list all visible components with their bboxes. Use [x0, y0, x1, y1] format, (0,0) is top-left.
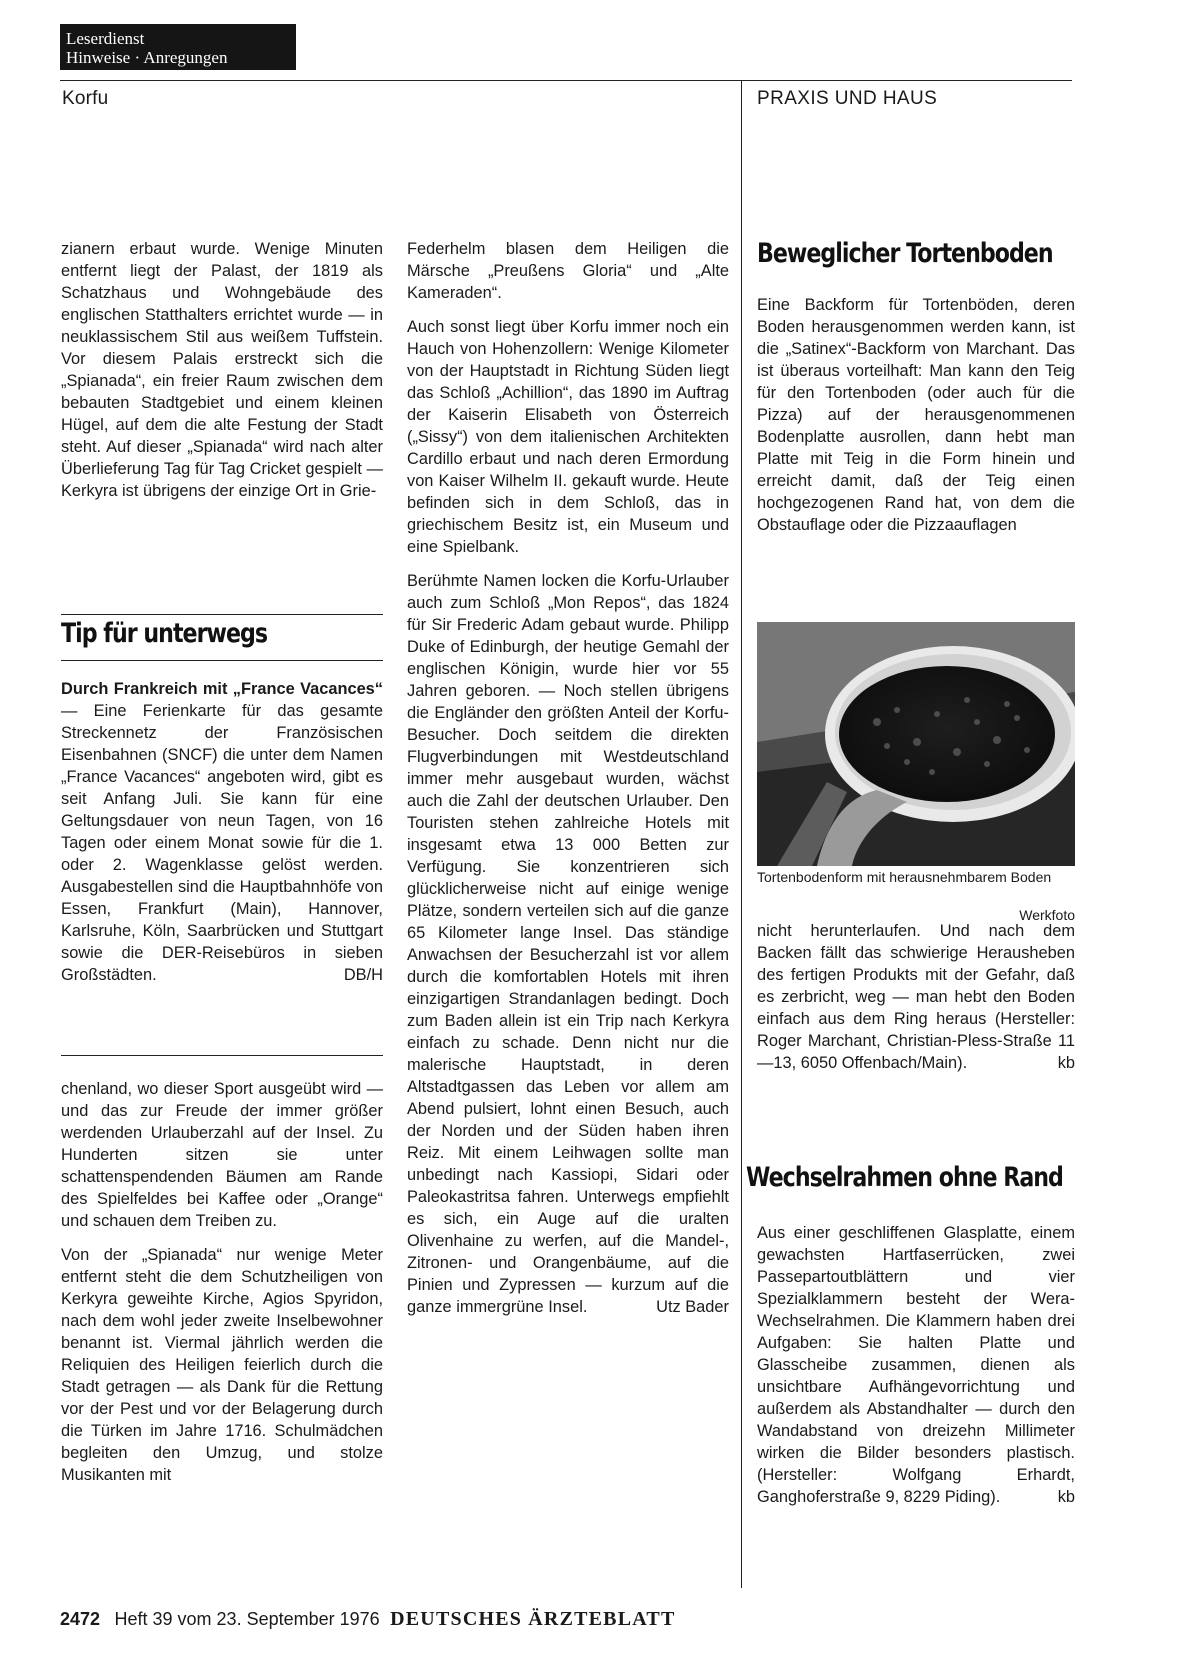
col3-text-2: nicht herunterlaufen. Und nach dem Backen fällt das schwierige Herausheben des fertigen Produkts mit der Gefahr, daß es zerbricht, weg — man hebt den Boden einfach aus dem Ring heraus (Hersteller: Roger Marchant, Christian-Pless-Straße 11—13, 6050 Offenbach/Main). [757, 922, 1075, 1072]
caption-text: Tortenbodenform mit herausnehmbarem Boden [757, 869, 1052, 885]
photo-caption [757, 868, 1075, 925]
tip-rule-bottom [61, 660, 383, 661]
caption-credit: Werkfoto [1019, 907, 1075, 923]
tip-body: — Eine Ferienkarte für das gesamte Streckennetz der Französischen Eisenbahnen (SNCF) die unter dem Namen „France Vacances“ angeboten wird, gibt es seit Anfang Juli. Sie kann für eine Geltungsdauer von neun Tagen, von 16 Tagen oder einem Monat sowie für die 1. oder 2. Wagenklasse gelöst werden. Ausgabestellen sind die Hauptbahnhöfe von Essen, Frankfurt (Main), Hannover, Karlsruhe, Köln, Saarbrücken und Stuttgart sowie die DER-Reisebüros in sieben Großstädten. [61, 702, 383, 984]
col2-text-3: Berühmte Namen locken die Korfu-Urlauber auch zum Schloß „Mon Repos“, das 1824 für Sir Frederic Adam gebaut wurde. Philipp Duke of Edinburgh, der heutige Gemahl der englischen Königin, wurde hier vor 55 Jahren geboren. — Noch stellen übrigens die Engländer den größten Anteil der Korfu-Besucher. Doch seitdem die direkten Flugverbindungen mit Westdeutschland immer mehr ausgebaut wurden, wächst auch die Zahl der deutschen Urlauber. Den Touristen stehen zahlreiche Hotels mit insgesamt etwa 13 000 Betten zur Verfügung. Sie konzentrieren sich glücklicherweise nicht auf einige wenige Plätze, sondern verteilen sich auf die ganze 65 Kilometer lange Insel. Das ständige Anwachsen der Besucherzahl ist vor allem durch die komfortablen Hotels mit ihren einzigartigen Strandanlagen bedingt. Doch zum Baden allein ist ein Trip nach Kerkyra einfach zu schade. Denn nicht nur die malerische Hauptstadt, in deren Altstadtgassen das Leben vor allem am Abend pulsiert, lohnt einen Besuch, auch der Norden und der Süden haben ihren Reiz. Mit einem Leihwagen sollte man unbedingt nach Kassiopi, Sidari oder Paleokastritsa fahren. Unterwegs empfiehlt es sich, ein Auge auf die uralten Olivenhaine zu werfen, auf die Mandel-, Zitronen- und Orangenbäume, auf die Pinien und Zypressen — kurzum auf die ganze immergrüne Insel. [407, 572, 729, 1316]
col1-continuation [61, 1078, 383, 1498]
heading-wechselrahmen: Wechselrahmen ohne Rand [746, 1162, 1063, 1193]
tip-signature: DB/H [343, 966, 383, 984]
column-divider [741, 80, 742, 1588]
heading-tortenboden: Beweglicher Tortenboden [757, 238, 1053, 269]
badge-line-1: Leserdienst [66, 29, 145, 48]
issue-info: Heft 39 vom 23. September 1976 [114, 1609, 380, 1629]
col3-text-block-2 [757, 920, 1075, 1074]
col3-signature-2: kb [1057, 1488, 1075, 1506]
badge-line-2: Hinweise · Anregungen [66, 48, 228, 67]
section-badge [60, 24, 296, 70]
tart-pan-image [757, 622, 1075, 866]
col3-text-1: Eine Backform für Tortenböden, deren Boden herausgenommen werden kann, ist die „Satinex“-Backform von Marchant. Das ist überaus vorteilhaft: Man kann den Teig für den Tortenboden (oder auch für die Pizza) auf der herausgenommenen Bodenplatte ausrollen, dann hebt man Platte mit Teig in die Form hinein und erreicht damit, daß der Teig einen hochgezogenen Rand hat, von dem die Obstauflage oder die Pizzaauflagen [757, 296, 1075, 534]
section-title-left: Korfu [62, 88, 109, 109]
col2-text-2: Auch sonst liegt über Korfu immer noch ein Hauch von Hohenzollern: Wenige Kilometer von der Hauptstadt in Richtung Süden liegt das Schloß „Achillion“, das 1890 im Auftrag der Kaiserin Elisabeth von Österreich („Sissy“) von dem italienischen Architekten Cardillo erbaut und nach deren Ermordung von Kaiser Wilhelm II. gekauft wurde. Heute befinden sich in dem Schloß, das in griechischem Besitz ist, ein Museum und eine Spielbank. [407, 318, 729, 556]
tart-pan-photo [757, 622, 1075, 866]
col2-text-block [407, 238, 729, 1318]
col3-signature-1: kb [1057, 1054, 1075, 1072]
section-title-right: PRAXIS UND HAUS [757, 88, 938, 109]
magazine-name: DEUTSCHES ÄRZTEBLATT [390, 1608, 676, 1630]
tip-box [61, 678, 383, 986]
col3-text-3: Aus einer geschliffenen Glasplatte, einem gewachsten Hartfaserrücken, zwei Passepartoutblättern und vier Spezialklammern besteht der Wera-Wechselrahmen. Die Klammern haben drei Aufgaben: Sie halten Platte und Glasscheibe zusammen, dienen als unsichtbare Aufhängevorrichtung und außerdem als Abstandhalter — durch den Wandabstand von dreizehn Millimeter wirken die Bilder besonders plastisch. (Hersteller: Wolfgang Erhardt, Ganghoferstraße 9, 8229 Piding). [757, 1224, 1075, 1506]
col3-text-block-3 [757, 1222, 1075, 1508]
col1-text-3: Von der „Spianada“ nur wenige Meter entfernt steht die dem Schutzheiligen von Kerkyra geweihte Kirche, Agios Spyridon, nach dem wohl jeder zweite Inselbewohner benannt ist. Viermal jährlich werden die Reliquien des Heiligen feierlich durch die Stadt getragen — als Dank für die Rettung vor der Pest und vor der Belagerung durch die Türken im Jahre 1716. Schulmädchen begleiten den Umzug, und stolze Musikanten mit [61, 1246, 383, 1484]
tip-rule-end [61, 1055, 383, 1056]
col1-paragraph-1 [61, 238, 383, 514]
col3-text-block-1 [757, 294, 1075, 548]
col1-text-2: chenland, wo dieser Sport ausgeübt wird — und das zur Freude der immer größer werdenden Urlauberzahl auf der Insel. Zu Hunderten sitzen sie unter schattenspendenden Bäumen am Rande des Spielfeldes bei Kaffee oder „Orange“ und schauen dem Treiben zu. [61, 1080, 383, 1230]
col2-text-1: Federhelm blasen dem Heiligen die Märsche „Preußens Gloria“ und „Alte Kameraden“. [407, 240, 729, 302]
col1-text-1: zianern erbaut wurde. Wenige Minuten entfernt liegt der Palast, der 1819 als Schatzhaus und Wohngebäude des englischen Statthalters errichtet wurde — in neuklassischem Stil aus weißem Tuffstein. Vor diesem Palais erstreckt sich die „Spianada“, ein freier Raum zwischen dem bebauten Stadtgebiet und einem kleinen Hügel, auf dem die alte Festung der Stadt steht. Auf dieser „Spianada“ wird nach alter Überlieferung Tag für Tag Cricket gespielt — Kerkyra ist übrigens der einzige Ort in Grie- [61, 240, 383, 500]
tip-heading: Tip für unterwegs [61, 618, 268, 649]
author-name: Utz Bader [656, 1298, 729, 1316]
page-footer [60, 1608, 676, 1631]
tip-rule-top [61, 614, 383, 615]
top-rule [60, 80, 1072, 81]
page-number: 2472 [60, 1609, 101, 1629]
tip-lead: Durch Frankreich mit „France Vacances“ [61, 680, 383, 698]
